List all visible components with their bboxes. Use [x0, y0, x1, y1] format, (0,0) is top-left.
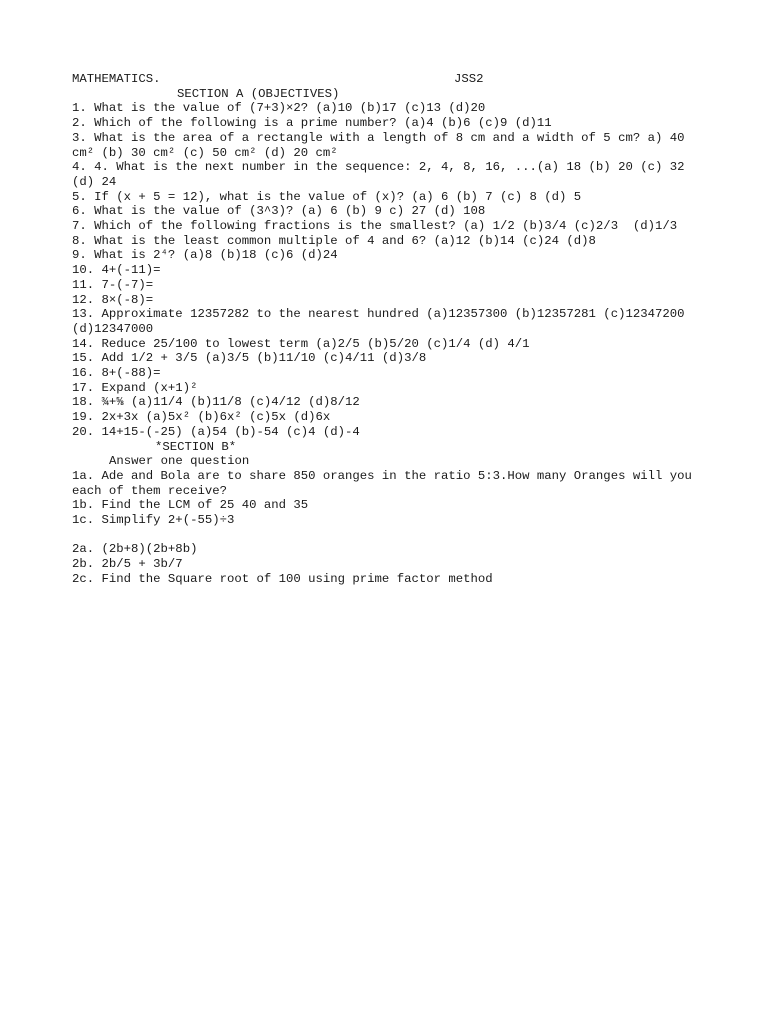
question-20: 20. 14+15-(-25) (a)54 (b)-54 (c)4 (d)-4: [72, 424, 360, 439]
section-a-title: SECTION A (OBJECTIVES): [177, 86, 340, 101]
question-12: 12. 8×(-8)=: [72, 292, 154, 307]
question-1: 1. What is the value of (7+3)×2? (a)10 (b)17 (c)13 (d)20: [72, 101, 486, 116]
question-2b: 2b. 2b/5 + 3b/7: [72, 557, 183, 572]
question-16: 16. 8+(-88)=: [72, 366, 161, 381]
section-b-question-2: [72, 542, 712, 586]
question-19: 19. 2x+3x (a)5x² (b)6x² (c)5x (d)6x: [72, 410, 331, 425]
blank-line: [72, 528, 712, 543]
document-header: [72, 72, 712, 87]
question-9: 9. What is 2⁴? (a)8 (b)18 (c)6 (d)24: [72, 248, 338, 263]
question-2: 2. Which of the following is a prime number? (a)4 (b)6 (c)9 (d)11: [72, 116, 552, 131]
class-label: JSS2: [454, 72, 484, 86]
section-b-title: *SECTION B*: [155, 439, 237, 454]
question-18: 18. ¾+⅝ (a)11/4 (b)11/8 (c)4/12 (d)8/12: [72, 395, 360, 410]
question-10: 10. 4+(-11)=: [72, 263, 161, 278]
section-a-questions: [72, 101, 712, 439]
exam-document: [72, 72, 712, 587]
question-11: 11. 7-(-7)=: [72, 277, 154, 292]
question-3: 3. What is the area of a rectangle with a length of 8 cm and a width of 5 cm? a) 40 cm² (b) 30 cm² (c) 50 cm² (d) 20 cm²: [72, 130, 692, 160]
question-17: 17. Expand (x+1)²: [72, 380, 198, 395]
question-7: 7. Which of the following fractions is the smallest? (a) 1/2 (b)3/4 (c)2/3 (d)1/3: [72, 219, 678, 234]
question-2c: 2c. Find the Square root of 100 using prime factor method: [72, 571, 493, 586]
question-6: 6. What is the value of (3^3)? (a) 6 (b) 9 c) 27 (d) 108: [72, 204, 486, 219]
section-b-instruction: Answer one question: [109, 454, 250, 469]
question-1b: 1b. Find the LCM of 25 40 and 35: [72, 498, 309, 513]
question-2a: 2a. (2b+8)(2b+8b): [72, 542, 198, 557]
question-15: 15. Add 1/2 + 3/5 (a)3/5 (b)11/10 (c)4/11 (d)3/8: [72, 351, 427, 366]
question-14: 14. Reduce 25/100 to lowest term (a)2/5 (b)5/20 (c)1/4 (d) 4/1: [72, 336, 530, 351]
question-4: 4. 4. What is the next number in the sequence: 2, 4, 8, 16, ...(a) 18 (b) 20 (c) 32 (d) 24: [72, 160, 692, 189]
subject-title: MATHEMATICS.: [72, 72, 161, 86]
question-5: 5. If (x + 5 = 12), what is the value of (x)? (a) 6 (b) 7 (c) 8 (d) 5: [72, 189, 582, 204]
question-13: 13. Approximate 12357282 to the nearest hundred (a)12357300 (b)12357281 (c)12347200 (d)12347000: [72, 307, 692, 336]
question-8: 8. What is the least common multiple of 4 and 6? (a)12 (b)14 (c)24 (d)8: [72, 233, 596, 248]
question-1a: 1a. Ade and Bola are to share 850 oranges in the ratio 5:3.How many Oranges will you each of them receive?: [72, 468, 700, 498]
section-b-question-1: [72, 469, 712, 528]
question-1c: 1c. Simplify 2+(-55)÷3: [72, 513, 235, 528]
